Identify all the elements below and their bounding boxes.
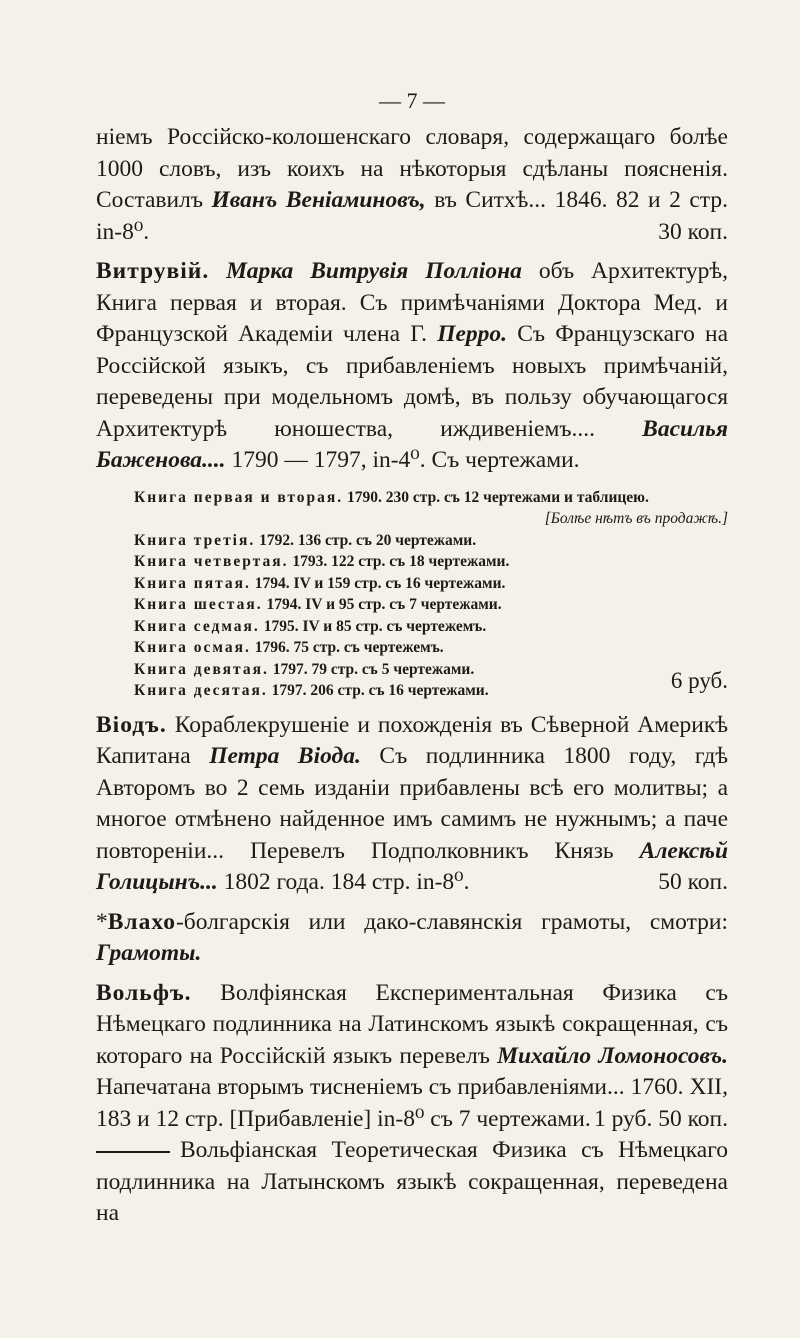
star-mark: * xyxy=(96,908,108,935)
entry-dictionary-continuation xyxy=(96,122,728,248)
volume-name: Книга шестая. xyxy=(134,596,263,613)
volume-info: 1795. IV и 85 стр. съ чертежемъ. xyxy=(263,617,487,635)
entry-headword: Віодъ. xyxy=(96,711,167,738)
entry-text: Вольфіанская Теоретическая Физика съ Нѣмецкаго подлинника на Латынскомъ языкѣ сокращенная, переведена на xyxy=(96,1137,728,1226)
volume-row xyxy=(134,573,728,595)
volume-row xyxy=(134,637,728,659)
author-name: Петра Віода. xyxy=(209,743,361,769)
volume-row xyxy=(134,659,728,681)
price: 6 руб. xyxy=(670,668,728,693)
volume-name: Книга первая и вторая. xyxy=(134,488,344,506)
entry-imprint: въ Ситхѣ... 1846. 82 и 2 стр. in-8⁰. xyxy=(96,187,729,245)
volume-row xyxy=(134,530,728,552)
work-author: Марка Витрувія Полліона xyxy=(226,258,522,284)
entry-text: Кораблекрушеніе и похожденія въ Сѣверной Америкѣ Капитана xyxy=(96,711,729,769)
entry-text: -болгарскія или дако-славянскія грамоты, смотри: xyxy=(175,908,728,935)
entry-wolff-theoretical xyxy=(96,1135,728,1230)
entry-text: Волфіянская Експериментальная Физика съ Нѣмецкаго подлинника на Латинскомъ языкѣ сокращенная, съ котораго на Россійскій языкъ перевелъ xyxy=(96,979,728,1069)
entry-text: Съ подлинника 1800 году, гдѣ Авторомъ во 2 семь изданіи прибавлены всѣ его молитвы; а многое отмѣнено найденное имъ самимъ не нужнымъ; а паче повтореніи... Перевелъ Подполковникъ Князь xyxy=(96,743,729,864)
entry-imprint: 1790 — 1797, in-4⁰. Съ чертежами. xyxy=(231,447,580,473)
entry-text: объ Архитектурѣ, Книга первая и вторая. Съ примѣчаніями Доктора Мед. и Французской Академіи члена Г. xyxy=(96,258,729,347)
volume-info: 1797. 79 стр. съ 5 чертежами. xyxy=(272,660,475,678)
page-number: — 7 — xyxy=(379,88,445,113)
publisher-name: Василья Баженова.... xyxy=(96,415,729,473)
entry-headword: Влахо xyxy=(107,908,176,935)
volume-info: 1794. IV и 95 стр. съ 7 чертежами. xyxy=(266,596,502,613)
volume-row xyxy=(134,616,728,638)
volume-name: Книга девятая. xyxy=(134,660,269,678)
entry-vitruvius xyxy=(96,256,728,702)
entry-imprint: Напечатана вторымъ тисненіемъ съ прибавленіями... 1760. XII, 183 и 12 стр. [Прибавленіе] in-8⁰ съ 7 чертежами. xyxy=(96,1074,728,1132)
author-name: Иванъ Веніаминовъ, xyxy=(211,187,426,213)
translator-name: Алексѣй Голицынъ... xyxy=(96,837,729,895)
volume-row xyxy=(134,551,728,573)
entry-headword: Вольфъ. xyxy=(96,979,192,1006)
volume-info: 1797. 206 стр. съ 16 чертежами. xyxy=(271,682,489,699)
volume-info: 1790. 230 стр. съ 12 чертежами и таблицею. xyxy=(347,488,649,506)
entry-headword: Витрувій. xyxy=(96,258,210,284)
volume-list xyxy=(96,487,728,702)
price: 1 руб. 50 коп. xyxy=(593,1105,728,1132)
volume-name: Книга седмая. xyxy=(134,617,260,635)
volume-info: 1792. 136 стр. съ 20 чертежами. xyxy=(259,531,477,549)
editor-name: Перро. xyxy=(437,321,508,347)
volume-name: Книга пятая. xyxy=(134,574,251,592)
ditto-dash xyxy=(96,1151,170,1153)
translator-name: Михайло Ломоносовъ. xyxy=(497,1042,729,1069)
volume-name: Книга осмая. xyxy=(134,639,251,656)
volume-name: Книга четвертая. xyxy=(134,553,289,570)
volume-name: Книга третія. xyxy=(134,531,256,549)
entry-wolff xyxy=(96,978,728,1136)
volume-info: 1793. 122 стр. съ 18 чертежами. xyxy=(292,553,510,570)
volume-row xyxy=(134,487,728,509)
entry-text: ніемъ Россійско-колошенскаго словаря, содержащаго болѣе 1000 словъ, изъ коихъ на нѣкоторыя сдѣланы поясненія. Составилъ xyxy=(96,124,728,213)
price: 50 коп. xyxy=(658,869,728,895)
availability-note: [Болѣе нѣтъ въ продажѣ.] xyxy=(544,510,728,527)
cross-reference-link[interactable]: Грамоты. xyxy=(96,940,202,966)
volume-info: 1796. 75 стр. съ чертежемъ. xyxy=(254,639,444,656)
entry-imprint: 1802 года. 184 стр. in-8⁰. xyxy=(223,869,470,895)
volume-row xyxy=(134,594,728,616)
volume-info: 1794. IV и 159 стр. съ 16 чертежами. xyxy=(254,574,506,592)
entry-text: Съ Французскаго на Россійской языкъ, съ прибавленіемъ новыхъ примѣчаній, переведены при модельномъ домѣ, въ пользу обучающагося Архитектурѣ юношества, иждивеніемъ.... xyxy=(96,321,729,442)
price: 30 коп. xyxy=(658,218,728,245)
entry-vlakho xyxy=(96,907,728,970)
entry-viod xyxy=(96,710,728,899)
volume-name: Книга десятая. xyxy=(134,682,268,699)
